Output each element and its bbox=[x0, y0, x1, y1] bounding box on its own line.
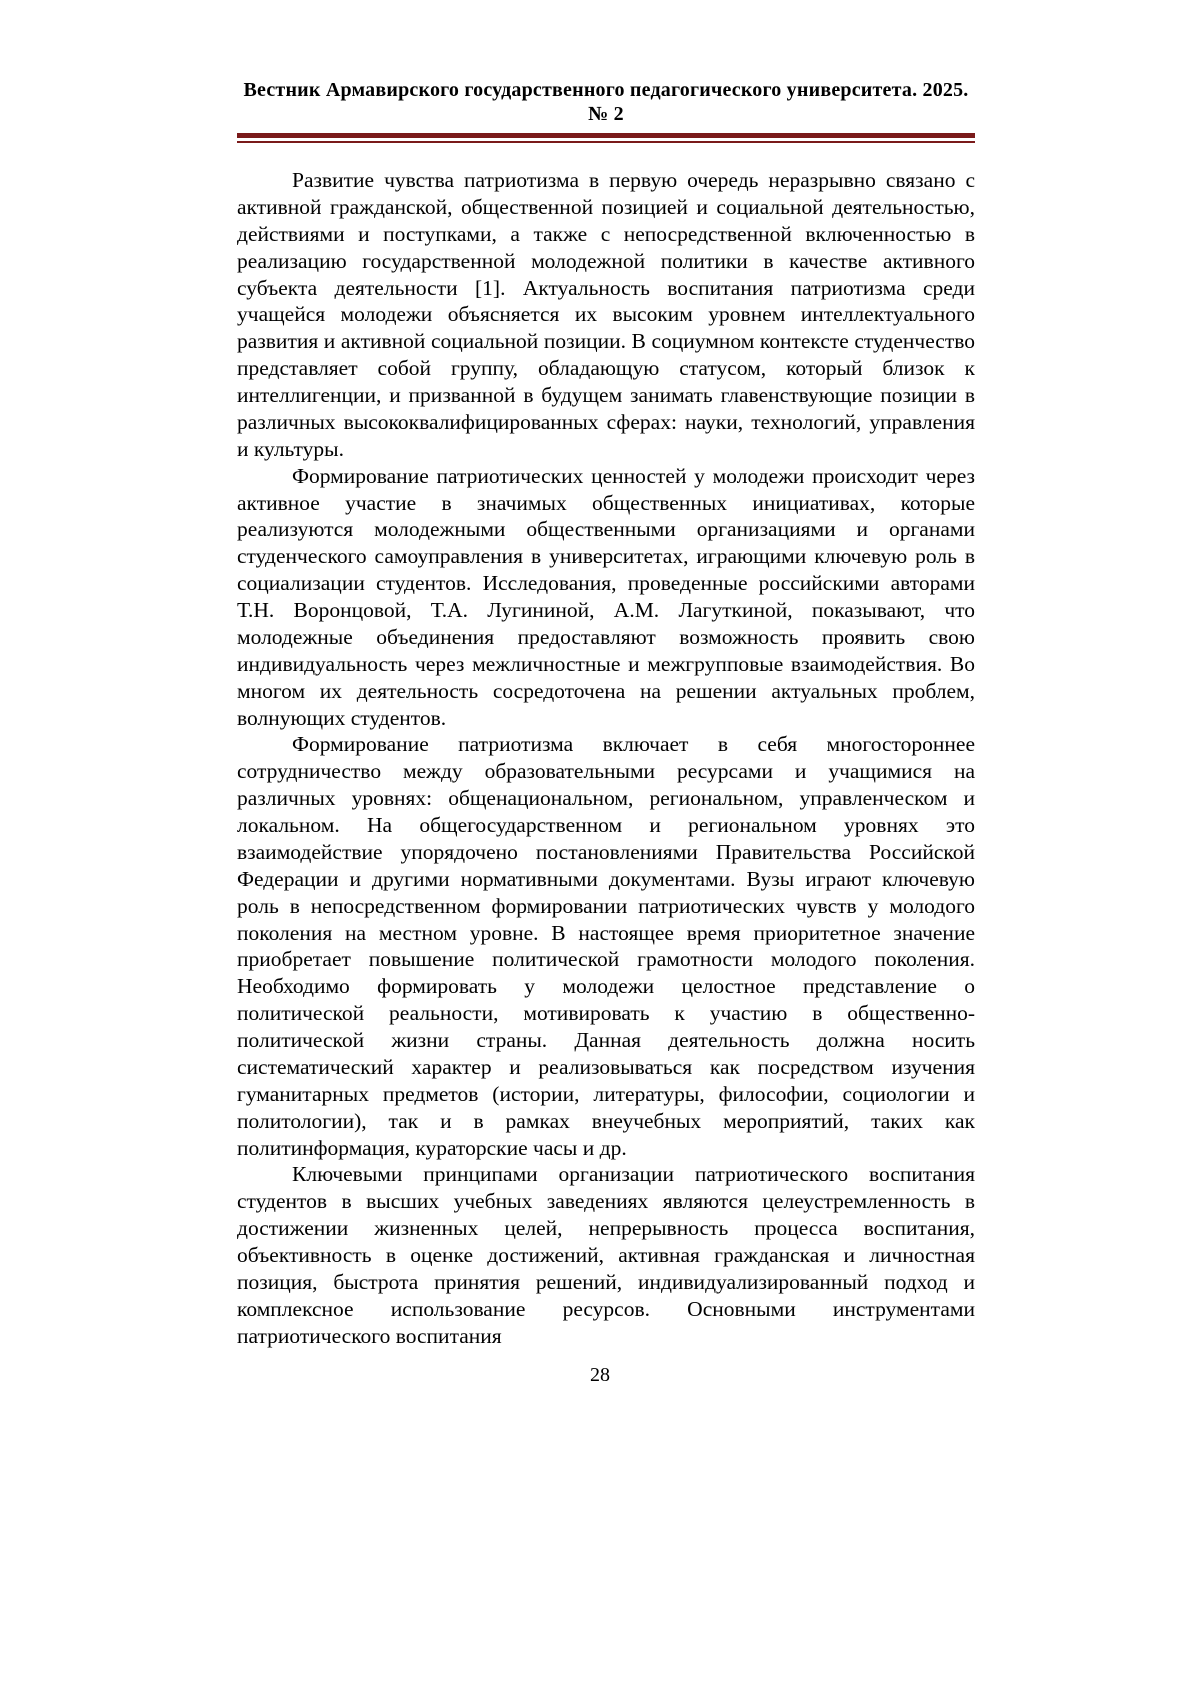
paragraph: Формирование патриотических ценностей у молодежи происходит через активное участие в значимых общественных инициативах, которые реализуются молодежными общественными организациями и органами студенческого самоуправления в университетах, играющими ключевую роль в социализации студентов. Исследования, проведенные российскими авторами Т.Н. Воронцовой, Т.А. Лугининой, А.М. Лагуткиной, показывают, что молодежные объединения предоставляют возможность проявить свою индивидуальность через межличностные и межгрупповые взаимодействия. Во многом их деятельность сосредоточена на решении актуальных проблем, волнующих студентов. bbox=[237, 463, 975, 730]
paragraph: Формирование патриотизма включает в себя многостороннее сотрудничество между образовательными ресурсами и учащимися на различных уровнях: общенациональном, региональном, управленческом и локальном. На общегосударственном и региональном уровнях это взаимодействие упорядочено постановлениями Правительства Российской Федерации и другими нормативными документами. Вузы играют ключевую роль в непосредственном формировании патриотических чувств у молодого поколения на местном уровне. В настоящее время приоритетное значение приобретает повышение политической грамотности молодого поколения. Необходимо формировать у молодежи целостное представление о политической реальности, мотивировать к участию в общественно-политической жизни страны. Данная деятельность должна носить систематический характер и реализовываться как посредством изучения гуманитарных предметов (истории, литературы, философии, социологии и политологии), так и в рамках внеучебных мероприятий, таких как политинформация, кураторские часы и др. bbox=[237, 732, 975, 1160]
page-number: 28 bbox=[590, 1363, 610, 1386]
paragraph: Ключевыми принципами организации патриотического воспитания студентов в высших учебных заведениях являются целеустремленность в достижении жизненных целей, непрерывность процесса воспитания, объективность в оценке достижений, активная гражданская и личностная позиция, быстрота принятия решений, индивидуализированный подход и комплексное использование ресурсов. Основными инструментами патриотического воспитания bbox=[237, 1162, 975, 1348]
page-header bbox=[0, 0, 1200, 143]
article-body bbox=[0, 143, 1200, 1350]
paragraph: Развитие чувства патриотизма в первую очередь неразрывно связано с активной гражданской, общественной позицией и социальной деятельностью, действиями и поступками, а также с непосредственной включенностью в реализацию государственной молодежной политики в качестве активного субъекта деятельности [1]. Актуальность воспитания патриотизма среди учащейся молодежи объясняется их высоким уровнем интеллектуального развития и активной социальной позиции. В социумном контексте студенчество представляет собой группу, обладающую статусом, который близок к интеллигенции, и призванной в будущем занимать главенствующие позиции в различных высококвалифицированных сферах: науки, технологий, управления и культуры. bbox=[237, 168, 975, 461]
header-rule-thick bbox=[237, 133, 975, 138]
page-footer bbox=[0, 1364, 1200, 1387]
journal-header-title: Вестник Армавирского государственного педагогического университета. 2025. № 2 bbox=[243, 79, 969, 125]
header-rule bbox=[237, 133, 975, 143]
